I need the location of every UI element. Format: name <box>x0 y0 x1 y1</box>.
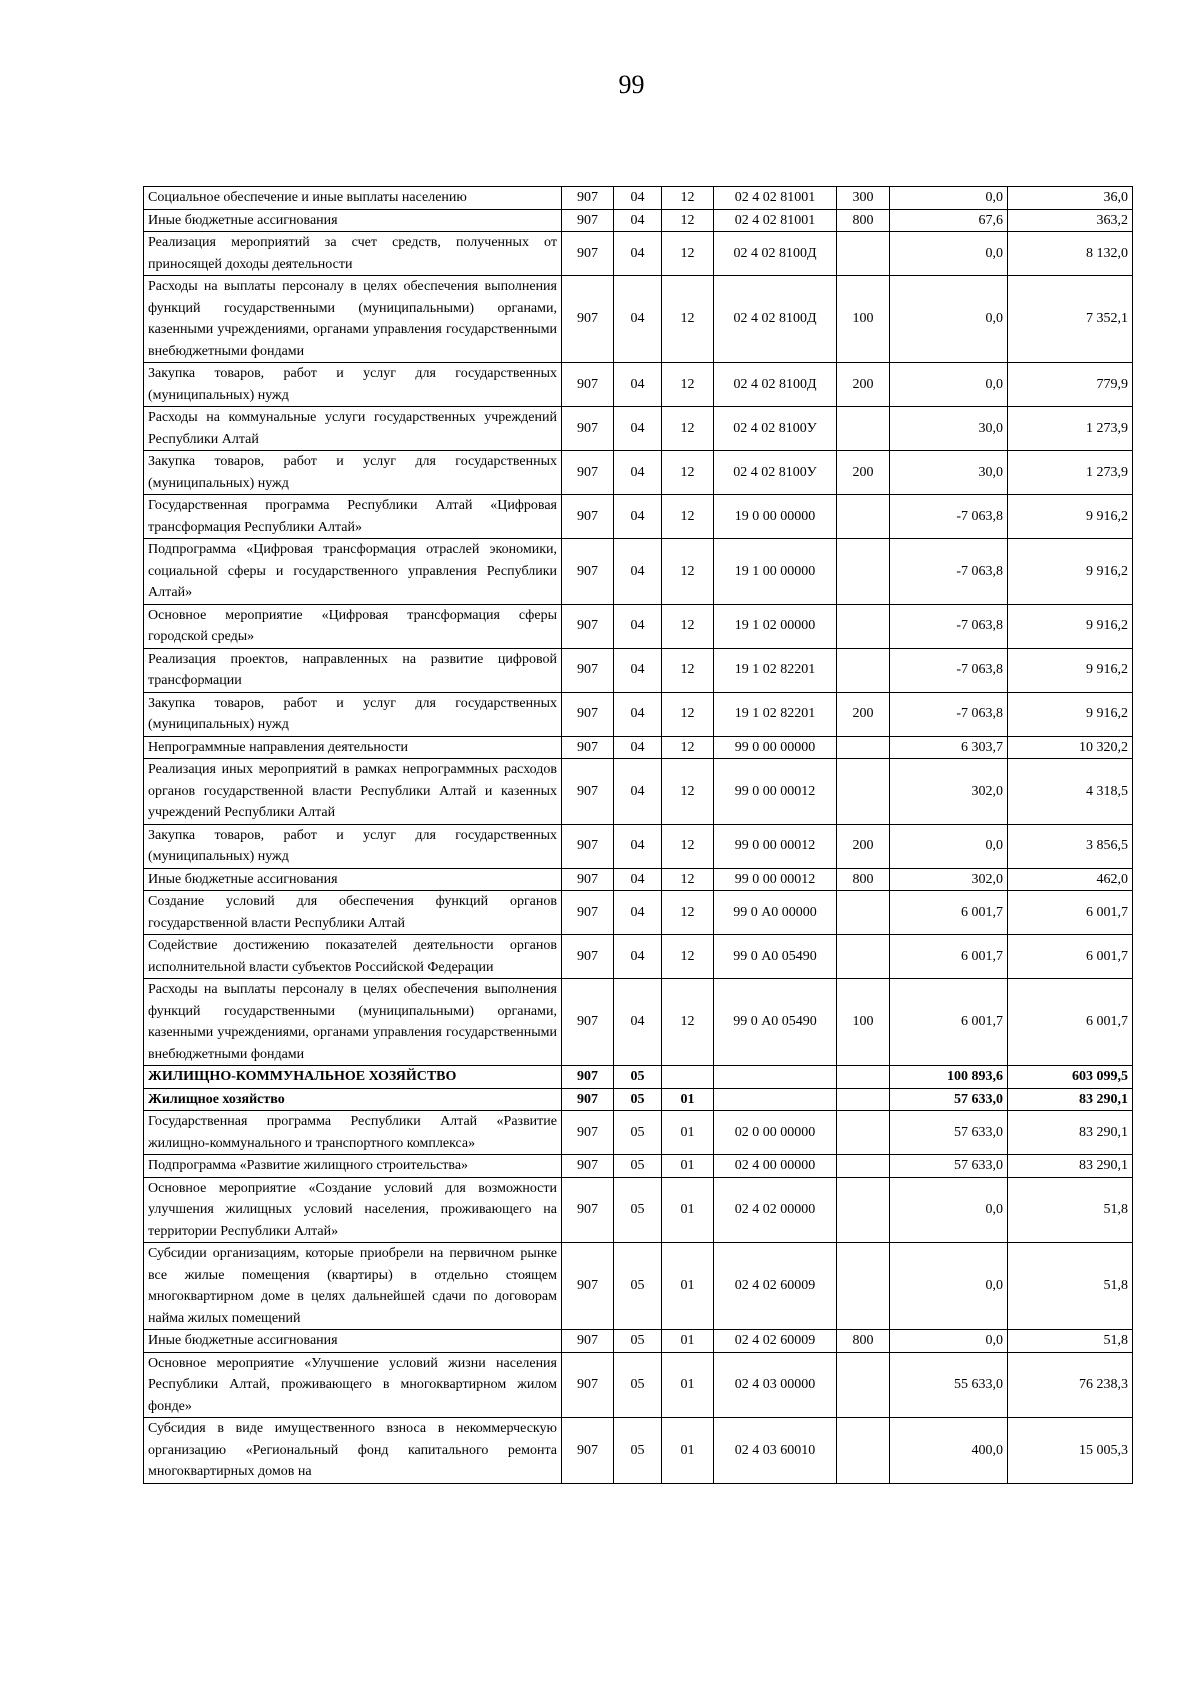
row-expense-type <box>837 891 890 935</box>
row-expense-type <box>837 232 890 276</box>
row-name: Закупка товаров, работ и услуг для государственных (муниципальных) нужд <box>144 692 562 736</box>
row-subsection: 12 <box>662 539 714 605</box>
row-section: 04 <box>614 736 662 759</box>
row-name: Содействие достижению показателей деятельности органов исполнительной власти субъектов Российской Федерации <box>144 935 562 979</box>
table-row <box>144 232 1133 276</box>
row-name: ЖИЛИЩНО-КОММУНАЛЬНОЕ ХОЗЯЙСТВО <box>144 1066 562 1089</box>
row-amount-change: 0,0 <box>890 1243 1008 1330</box>
row-subsection: 01 <box>662 1177 714 1243</box>
row-amount-total: 8 132,0 <box>1008 232 1133 276</box>
row-expense-type: 800 <box>837 868 890 891</box>
row-section: 05 <box>614 1418 662 1484</box>
row-grbs: 907 <box>562 1177 614 1243</box>
row-subsection: 12 <box>662 232 714 276</box>
row-amount-change: 57 633,0 <box>890 1088 1008 1111</box>
row-target-article: 19 1 02 82201 <box>714 648 837 692</box>
row-subsection <box>662 1066 714 1089</box>
row-subsection: 12 <box>662 276 714 363</box>
row-amount-total: 7 352,1 <box>1008 276 1133 363</box>
row-subsection: 12 <box>662 868 714 891</box>
row-amount-change: -7 063,8 <box>890 604 1008 648</box>
row-amount-total: 6 001,7 <box>1008 935 1133 979</box>
row-grbs: 907 <box>562 363 614 407</box>
row-subsection: 12 <box>662 891 714 935</box>
table-row <box>144 1243 1133 1330</box>
row-amount-total: 6 001,7 <box>1008 891 1133 935</box>
table-row <box>144 1155 1133 1178</box>
row-section: 04 <box>614 539 662 605</box>
row-name: Иные бюджетные ассигнования <box>144 209 562 232</box>
row-section: 04 <box>614 824 662 868</box>
row-grbs: 907 <box>562 539 614 605</box>
row-expense-type <box>837 495 890 539</box>
row-name: Иные бюджетные ассигнования <box>144 1330 562 1353</box>
row-target-article: 02 4 02 60009 <box>714 1330 837 1353</box>
row-subsection: 12 <box>662 495 714 539</box>
row-name: Государственная программа Республики Алтай «Развитие жилищно-коммунального и транспортного комплекса» <box>144 1111 562 1155</box>
row-amount-change: 30,0 <box>890 407 1008 451</box>
row-name: Закупка товаров, работ и услуг для государственных (муниципальных) нужд <box>144 451 562 495</box>
row-expense-type <box>837 1352 890 1418</box>
row-grbs: 907 <box>562 276 614 363</box>
row-name: Расходы на выплаты персоналу в целях обеспечения выполнения функций государственными (муниципальными) органами, казенными учреждениями, органами управления государственными внебюджетными фондами <box>144 979 562 1066</box>
row-amount-change: 0,0 <box>890 187 1008 210</box>
row-expense-type <box>837 604 890 648</box>
row-amount-total: 51,8 <box>1008 1177 1133 1243</box>
row-target-article: 02 4 03 60010 <box>714 1418 837 1484</box>
table-row <box>144 868 1133 891</box>
row-name: Подпрограмма «Развитие жилищного строительства» <box>144 1155 562 1178</box>
row-subsection: 01 <box>662 1155 714 1178</box>
row-amount-total: 462,0 <box>1008 868 1133 891</box>
row-target-article: 02 0 00 00000 <box>714 1111 837 1155</box>
row-amount-total: 9 916,2 <box>1008 692 1133 736</box>
row-subsection: 12 <box>662 363 714 407</box>
row-amount-change: -7 063,8 <box>890 539 1008 605</box>
table-row <box>144 604 1133 648</box>
row-name: Основное мероприятие «Создание условий для возможности улучшения жилищных условий населения, проживающего на территории Республики Алтай» <box>144 1177 562 1243</box>
row-name: Государственная программа Республики Алтай «Цифровая трансформация Республики Алтай» <box>144 495 562 539</box>
row-section: 05 <box>614 1155 662 1178</box>
row-amount-total: 603 099,5 <box>1008 1066 1133 1089</box>
row-amount-total: 10 320,2 <box>1008 736 1133 759</box>
row-target-article: 02 4 02 81001 <box>714 209 837 232</box>
row-amount-change: 57 633,0 <box>890 1155 1008 1178</box>
row-grbs: 907 <box>562 1155 614 1178</box>
row-amount-change: -7 063,8 <box>890 648 1008 692</box>
row-name: Жилищное хозяйство <box>144 1088 562 1111</box>
row-amount-total: 4 318,5 <box>1008 759 1133 825</box>
row-section: 04 <box>614 868 662 891</box>
table-row <box>144 539 1133 605</box>
row-target-article: 99 0 00 00012 <box>714 759 837 825</box>
row-grbs: 907 <box>562 407 614 451</box>
row-subsection: 12 <box>662 648 714 692</box>
row-target-article: 02 4 03 00000 <box>714 1352 837 1418</box>
row-target-article: 02 4 02 8100Д <box>714 363 837 407</box>
row-name: Иные бюджетные ассигнования <box>144 868 562 891</box>
row-grbs: 907 <box>562 868 614 891</box>
row-section: 04 <box>614 232 662 276</box>
row-expense-type: 100 <box>837 979 890 1066</box>
row-subsection: 12 <box>662 935 714 979</box>
row-target-article: 99 0 00 00012 <box>714 824 837 868</box>
row-grbs: 907 <box>562 451 614 495</box>
row-name: Субсидия в виде имущественного взноса в некоммерческую организацию «Региональный фонд капитального ремонта многоквартирных домов на <box>144 1418 562 1484</box>
row-section: 05 <box>614 1088 662 1111</box>
row-amount-change: 0,0 <box>890 276 1008 363</box>
row-amount-change: 30,0 <box>890 451 1008 495</box>
row-subsection: 01 <box>662 1111 714 1155</box>
row-name: Реализация проектов, направленных на развитие цифровой трансформации <box>144 648 562 692</box>
table-row <box>144 451 1133 495</box>
row-grbs: 907 <box>562 1111 614 1155</box>
row-amount-total: 6 001,7 <box>1008 979 1133 1066</box>
row-expense-type <box>837 1418 890 1484</box>
row-amount-change: 67,6 <box>890 209 1008 232</box>
row-expense-type: 200 <box>837 824 890 868</box>
row-name: Закупка товаров, работ и услуг для государственных (муниципальных) нужд <box>144 824 562 868</box>
row-target-article <box>714 1066 837 1089</box>
row-name: Основное мероприятие «Цифровая трансформация сферы городской среды» <box>144 604 562 648</box>
row-target-article <box>714 1088 837 1111</box>
row-subsection: 12 <box>662 692 714 736</box>
row-expense-type <box>837 407 890 451</box>
row-section: 04 <box>614 495 662 539</box>
row-name: Реализация иных мероприятий в рамках непрограммных расходов органов государственной власти Республики Алтай и казенных учреждений Республики Алтай <box>144 759 562 825</box>
row-section: 04 <box>614 276 662 363</box>
row-grbs: 907 <box>562 1330 614 1353</box>
row-target-article: 19 1 02 00000 <box>714 604 837 648</box>
row-target-article: 02 4 02 8100Д <box>714 232 837 276</box>
row-grbs: 907 <box>562 1243 614 1330</box>
row-subsection: 01 <box>662 1330 714 1353</box>
row-amount-total: 363,2 <box>1008 209 1133 232</box>
row-target-article: 99 0 А0 05490 <box>714 979 837 1066</box>
row-section: 04 <box>614 979 662 1066</box>
row-amount-change: 57 633,0 <box>890 1111 1008 1155</box>
row-subsection: 12 <box>662 209 714 232</box>
row-amount-total: 83 290,1 <box>1008 1155 1133 1178</box>
row-amount-change: 0,0 <box>890 1177 1008 1243</box>
table-row <box>144 1330 1133 1353</box>
table-row <box>144 1066 1133 1089</box>
row-section: 04 <box>614 209 662 232</box>
row-target-article: 02 4 00 00000 <box>714 1155 837 1178</box>
row-expense-type: 200 <box>837 451 890 495</box>
table-row <box>144 187 1133 210</box>
row-section: 04 <box>614 692 662 736</box>
table-row <box>144 276 1133 363</box>
row-subsection: 12 <box>662 407 714 451</box>
budget-table-body <box>144 187 1133 1484</box>
row-amount-change: -7 063,8 <box>890 495 1008 539</box>
row-target-article: 02 4 02 81001 <box>714 187 837 210</box>
row-name: Расходы на коммунальные услуги государственных учреждений Республики Алтай <box>144 407 562 451</box>
row-name: Основное мероприятие «Улучшение условий жизни населения Республики Алтай, проживающего в многоквартирном жилом фонде» <box>144 1352 562 1418</box>
row-amount-total: 51,8 <box>1008 1330 1133 1353</box>
row-section: 05 <box>614 1111 662 1155</box>
row-subsection: 01 <box>662 1088 714 1111</box>
row-name: Непрограммные направления деятельности <box>144 736 562 759</box>
row-expense-type <box>837 1177 890 1243</box>
row-target-article: 02 4 02 8100У <box>714 407 837 451</box>
row-grbs: 907 <box>562 232 614 276</box>
row-amount-change: 0,0 <box>890 363 1008 407</box>
table-row <box>144 759 1133 825</box>
row-subsection: 12 <box>662 979 714 1066</box>
row-section: 04 <box>614 648 662 692</box>
row-section: 04 <box>614 451 662 495</box>
row-amount-change: -7 063,8 <box>890 692 1008 736</box>
row-subsection: 12 <box>662 604 714 648</box>
row-target-article: 19 0 00 00000 <box>714 495 837 539</box>
row-expense-type <box>837 539 890 605</box>
row-amount-total: 9 916,2 <box>1008 495 1133 539</box>
row-expense-type <box>837 736 890 759</box>
row-expense-type <box>837 1088 890 1111</box>
row-grbs: 907 <box>562 935 614 979</box>
row-amount-change: 0,0 <box>890 824 1008 868</box>
row-section: 04 <box>614 604 662 648</box>
table-row <box>144 209 1133 232</box>
row-target-article: 02 4 02 8100У <box>714 451 837 495</box>
row-grbs: 907 <box>562 1066 614 1089</box>
row-subsection: 12 <box>662 759 714 825</box>
row-grbs: 907 <box>562 979 614 1066</box>
row-subsection: 12 <box>662 451 714 495</box>
row-grbs: 907 <box>562 736 614 759</box>
row-amount-total: 3 856,5 <box>1008 824 1133 868</box>
row-amount-total: 51,8 <box>1008 1243 1133 1330</box>
row-subsection: 12 <box>662 824 714 868</box>
table-row <box>144 1088 1133 1111</box>
table-row <box>144 1177 1133 1243</box>
row-section: 05 <box>614 1352 662 1418</box>
table-row <box>144 1111 1133 1155</box>
row-amount-change: 0,0 <box>890 1330 1008 1353</box>
row-amount-change: 6 303,7 <box>890 736 1008 759</box>
row-section: 05 <box>614 1243 662 1330</box>
row-amount-total: 9 916,2 <box>1008 604 1133 648</box>
budget-table <box>143 186 1133 1484</box>
row-grbs: 907 <box>562 692 614 736</box>
row-target-article: 02 4 02 60009 <box>714 1243 837 1330</box>
row-amount-change: 302,0 <box>890 759 1008 825</box>
row-name: Закупка товаров, работ и услуг для государственных (муниципальных) нужд <box>144 363 562 407</box>
row-section: 04 <box>614 935 662 979</box>
row-subsection: 01 <box>662 1418 714 1484</box>
row-amount-total: 83 290,1 <box>1008 1111 1133 1155</box>
row-target-article: 99 0 00 00012 <box>714 868 837 891</box>
row-name: Подпрограмма «Цифровая трансформация отраслей экономики, социальной сферы и государственного управления Республики Алтай» <box>144 539 562 605</box>
table-row <box>144 891 1133 935</box>
row-expense-type: 800 <box>837 209 890 232</box>
row-amount-total: 1 273,9 <box>1008 451 1133 495</box>
table-row <box>144 1352 1133 1418</box>
row-expense-type <box>837 759 890 825</box>
row-amount-change: 55 633,0 <box>890 1352 1008 1418</box>
row-target-article: 99 0 А0 00000 <box>714 891 837 935</box>
row-amount-change: 400,0 <box>890 1418 1008 1484</box>
row-amount-total: 9 916,2 <box>1008 648 1133 692</box>
row-name: Расходы на выплаты персоналу в целях обеспечения выполнения функций государственными (муниципальными) органами, казенными учреждениями, органами управления государственными внебюджетными фондами <box>144 276 562 363</box>
row-grbs: 907 <box>562 495 614 539</box>
row-subsection: 01 <box>662 1243 714 1330</box>
row-expense-type <box>837 1111 890 1155</box>
row-grbs: 907 <box>562 1088 614 1111</box>
row-expense-type <box>837 648 890 692</box>
row-target-article: 02 4 02 00000 <box>714 1177 837 1243</box>
table-row <box>144 692 1133 736</box>
row-amount-total: 36,0 <box>1008 187 1133 210</box>
row-target-article: 99 0 00 00000 <box>714 736 837 759</box>
row-amount-change: 302,0 <box>890 868 1008 891</box>
row-target-article: 19 1 02 82201 <box>714 692 837 736</box>
table-row <box>144 648 1133 692</box>
row-amount-change: 100 893,6 <box>890 1066 1008 1089</box>
row-expense-type: 200 <box>837 363 890 407</box>
row-amount-change: 6 001,7 <box>890 891 1008 935</box>
row-name: Реализация мероприятий за счет средств, полученных от приносящей доходы деятельности <box>144 232 562 276</box>
row-subsection: 12 <box>662 187 714 210</box>
table-row <box>144 407 1133 451</box>
row-section: 04 <box>614 759 662 825</box>
row-grbs: 907 <box>562 209 614 232</box>
row-target-article: 02 4 02 8100Д <box>714 276 837 363</box>
row-expense-type <box>837 1155 890 1178</box>
table-row <box>144 935 1133 979</box>
row-grbs: 907 <box>562 648 614 692</box>
row-target-article: 19 1 00 00000 <box>714 539 837 605</box>
row-amount-change: 6 001,7 <box>890 979 1008 1066</box>
row-grbs: 907 <box>562 187 614 210</box>
row-amount-total: 83 290,1 <box>1008 1088 1133 1111</box>
row-section: 04 <box>614 363 662 407</box>
row-section: 04 <box>614 891 662 935</box>
row-grbs: 907 <box>562 891 614 935</box>
row-expense-type: 300 <box>837 187 890 210</box>
table-row <box>144 363 1133 407</box>
row-subsection: 01 <box>662 1352 714 1418</box>
row-expense-type <box>837 1243 890 1330</box>
row-expense-type: 200 <box>837 692 890 736</box>
row-amount-total: 15 005,3 <box>1008 1418 1133 1484</box>
row-section: 04 <box>614 407 662 451</box>
row-grbs: 907 <box>562 1352 614 1418</box>
row-amount-total: 1 273,9 <box>1008 407 1133 451</box>
row-amount-change: 0,0 <box>890 232 1008 276</box>
row-grbs: 907 <box>562 759 614 825</box>
row-subsection: 12 <box>662 736 714 759</box>
row-expense-type <box>837 935 890 979</box>
table-row <box>144 824 1133 868</box>
row-section: 05 <box>614 1177 662 1243</box>
row-amount-total: 76 238,3 <box>1008 1352 1133 1418</box>
row-grbs: 907 <box>562 604 614 648</box>
table-row <box>144 1418 1133 1484</box>
table-row <box>144 979 1133 1066</box>
row-expense-type: 800 <box>837 1330 890 1353</box>
row-name: Создание условий для обеспечения функций органов государственной власти Республики Алтай <box>144 891 562 935</box>
row-target-article: 99 0 А0 05490 <box>714 935 837 979</box>
row-amount-change: 6 001,7 <box>890 935 1008 979</box>
page-number: 99 <box>618 70 645 99</box>
row-section: 04 <box>614 187 662 210</box>
table-row <box>144 495 1133 539</box>
row-section: 05 <box>614 1066 662 1089</box>
row-section: 05 <box>614 1330 662 1353</box>
row-amount-total: 779,9 <box>1008 363 1133 407</box>
row-name: Социальное обеспечение и иные выплаты населению <box>144 187 562 210</box>
row-grbs: 907 <box>562 824 614 868</box>
row-amount-total: 9 916,2 <box>1008 539 1133 605</box>
row-grbs: 907 <box>562 1418 614 1484</box>
row-name: Субсидии организациям, которые приобрели на первичном рынке все жилые помещения (квартиры) в отдельно стоящем многоквартирном доме в целях дальнейшей сдачи по договорам найма жилых помещений <box>144 1243 562 1330</box>
table-row <box>144 736 1133 759</box>
row-expense-type <box>837 1066 890 1089</box>
row-expense-type: 100 <box>837 276 890 363</box>
